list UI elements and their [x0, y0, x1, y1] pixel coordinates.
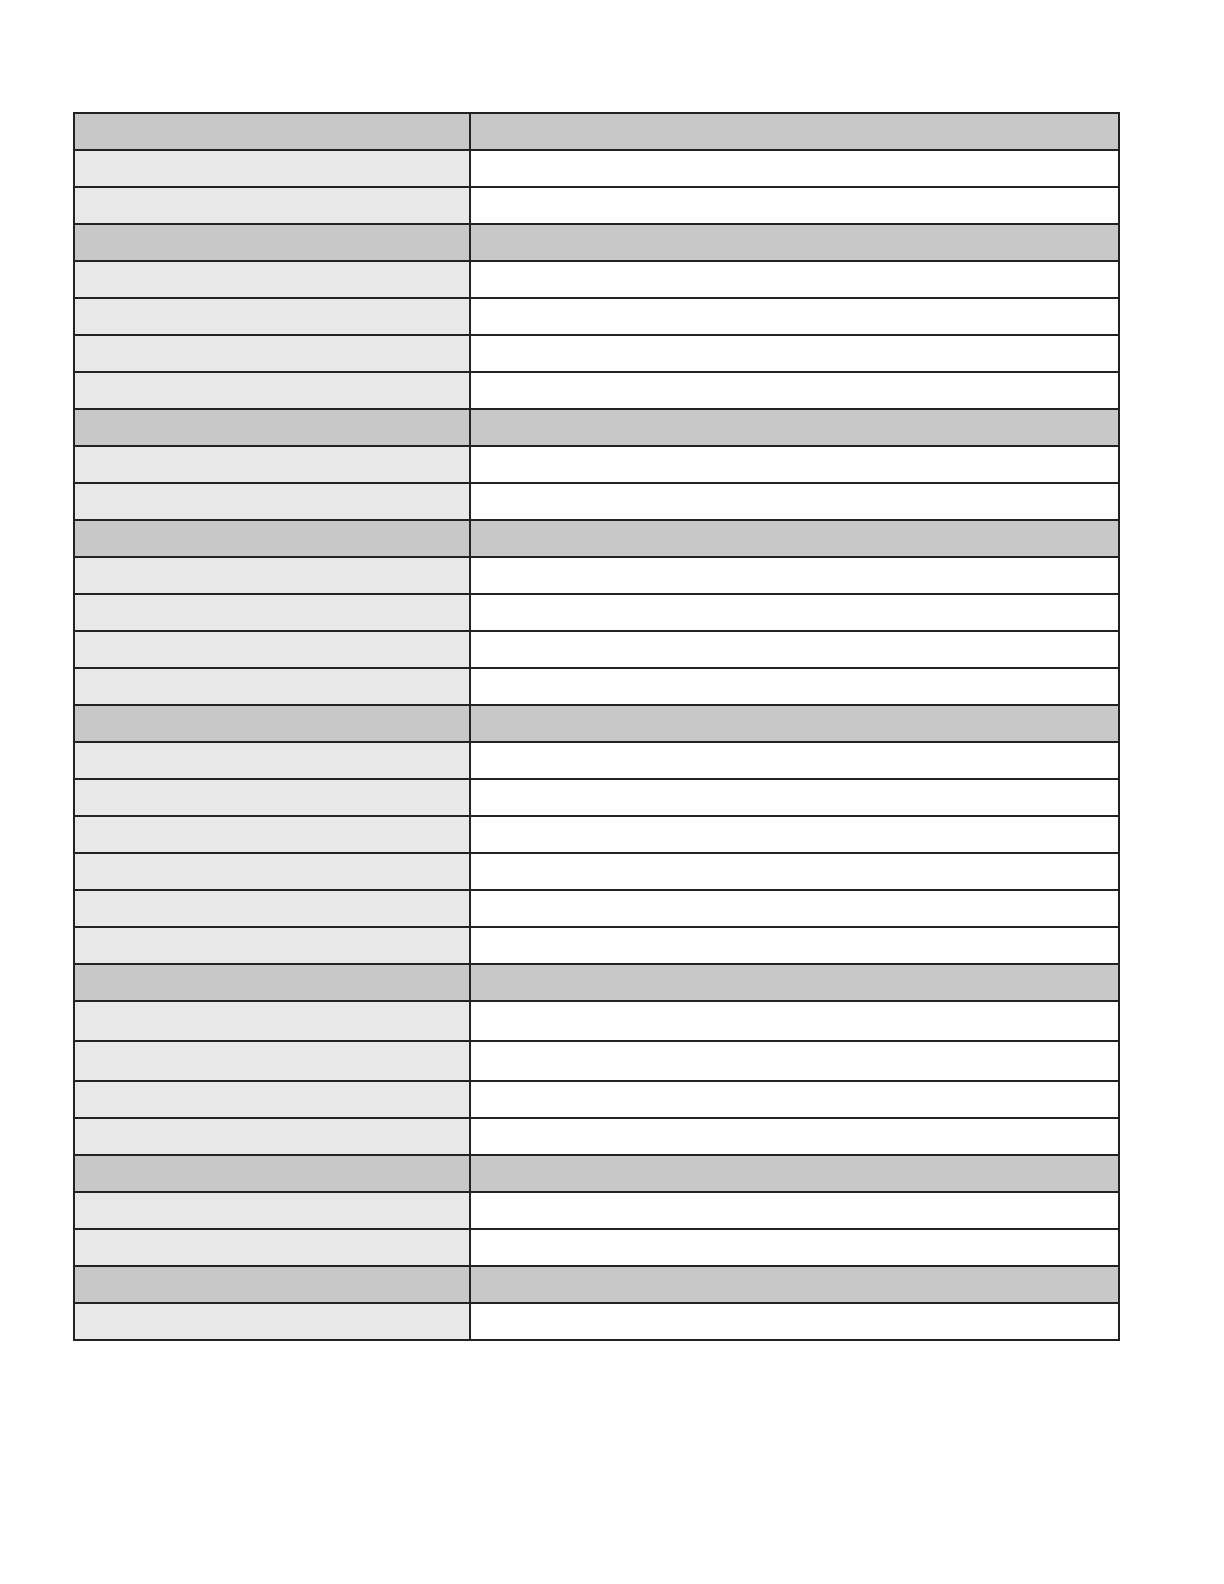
- section-header-label: [74, 1155, 470, 1192]
- table-row: [74, 816, 1119, 853]
- table-row: [74, 1192, 1119, 1229]
- field-label-cell: [74, 298, 470, 335]
- field-value-cell[interactable]: [470, 557, 1119, 594]
- field-label-cell: [74, 335, 470, 372]
- section-header-row: [74, 964, 1119, 1001]
- table-row: [74, 446, 1119, 483]
- table-row: [74, 594, 1119, 631]
- section-header-value: [470, 224, 1119, 261]
- field-label-cell: [74, 372, 470, 409]
- section-header-label: [74, 1266, 470, 1303]
- field-label-cell: [74, 779, 470, 816]
- section-header-value: [470, 409, 1119, 446]
- field-label-cell: [74, 742, 470, 779]
- field-value-cell[interactable]: [470, 890, 1119, 927]
- field-label-cell: [74, 594, 470, 631]
- field-value-cell[interactable]: [470, 742, 1119, 779]
- table-row: [74, 335, 1119, 372]
- field-value-cell[interactable]: [470, 816, 1119, 853]
- field-value-cell[interactable]: [470, 483, 1119, 520]
- table-row: [74, 668, 1119, 705]
- field-label-cell: [74, 1001, 470, 1041]
- field-value-cell[interactable]: [470, 853, 1119, 890]
- section-header-row: [74, 705, 1119, 742]
- section-header-row: [74, 520, 1119, 557]
- table-row: [74, 557, 1119, 594]
- field-value-cell[interactable]: [470, 927, 1119, 964]
- field-value-cell[interactable]: [470, 631, 1119, 668]
- table-row: [74, 927, 1119, 964]
- table-row: [74, 261, 1119, 298]
- field-value-cell[interactable]: [470, 1041, 1119, 1081]
- table-row: [74, 853, 1119, 890]
- section-header-value: [470, 113, 1119, 150]
- table-row: [74, 779, 1119, 816]
- field-label-cell: [74, 631, 470, 668]
- field-label-cell: [74, 446, 470, 483]
- table-row: [74, 1041, 1119, 1081]
- section-header-row: [74, 1266, 1119, 1303]
- field-label-cell: [74, 1229, 470, 1266]
- field-value-cell[interactable]: [470, 150, 1119, 187]
- field-label-cell: [74, 853, 470, 890]
- section-header-label: [74, 520, 470, 557]
- section-header-label: [74, 705, 470, 742]
- field-value-cell[interactable]: [470, 298, 1119, 335]
- field-value-cell[interactable]: [470, 187, 1119, 224]
- table-row: [74, 372, 1119, 409]
- field-label-cell: [74, 668, 470, 705]
- field-value-cell[interactable]: [470, 335, 1119, 372]
- table-row: [74, 890, 1119, 927]
- table-row: [74, 631, 1119, 668]
- section-header-value: [470, 964, 1119, 1001]
- table-row: [74, 483, 1119, 520]
- field-label-cell: [74, 1041, 470, 1081]
- form-table: [73, 112, 1120, 1341]
- section-header-value: [470, 705, 1119, 742]
- field-label-cell: [74, 187, 470, 224]
- field-label-cell: [74, 1118, 470, 1155]
- section-header-label: [74, 224, 470, 261]
- field-value-cell[interactable]: [470, 446, 1119, 483]
- field-label-cell: [74, 816, 470, 853]
- field-label-cell: [74, 927, 470, 964]
- form-table-body: [74, 113, 1119, 1340]
- field-value-cell[interactable]: [470, 668, 1119, 705]
- table-row: [74, 1081, 1119, 1118]
- field-value-cell[interactable]: [470, 1081, 1119, 1118]
- field-label-cell: [74, 261, 470, 298]
- section-header-row: [74, 409, 1119, 446]
- section-header-value: [470, 1155, 1119, 1192]
- field-label-cell: [74, 890, 470, 927]
- table-row: [74, 298, 1119, 335]
- section-header-label: [74, 113, 470, 150]
- field-label-cell: [74, 1081, 470, 1118]
- table-row: [74, 150, 1119, 187]
- table-row: [74, 187, 1119, 224]
- table-row: [74, 742, 1119, 779]
- section-header-row: [74, 113, 1119, 150]
- field-value-cell[interactable]: [470, 1192, 1119, 1229]
- section-header-label: [74, 964, 470, 1001]
- table-row: [74, 1229, 1119, 1266]
- field-value-cell[interactable]: [470, 1229, 1119, 1266]
- table-row: [74, 1118, 1119, 1155]
- section-header-row: [74, 1155, 1119, 1192]
- field-label-cell: [74, 557, 470, 594]
- field-value-cell[interactable]: [470, 261, 1119, 298]
- field-value-cell[interactable]: [470, 1303, 1119, 1340]
- field-label-cell: [74, 150, 470, 187]
- field-value-cell[interactable]: [470, 1118, 1119, 1155]
- field-value-cell[interactable]: [470, 372, 1119, 409]
- field-value-cell[interactable]: [470, 1001, 1119, 1041]
- section-header-label: [74, 409, 470, 446]
- table-row: [74, 1001, 1119, 1041]
- field-label-cell: [74, 1192, 470, 1229]
- field-value-cell[interactable]: [470, 594, 1119, 631]
- section-header-value: [470, 1266, 1119, 1303]
- field-label-cell: [74, 483, 470, 520]
- field-label-cell: [74, 1303, 470, 1340]
- section-header-row: [74, 224, 1119, 261]
- table-row: [74, 1303, 1119, 1340]
- section-header-value: [470, 520, 1119, 557]
- field-value-cell[interactable]: [470, 779, 1119, 816]
